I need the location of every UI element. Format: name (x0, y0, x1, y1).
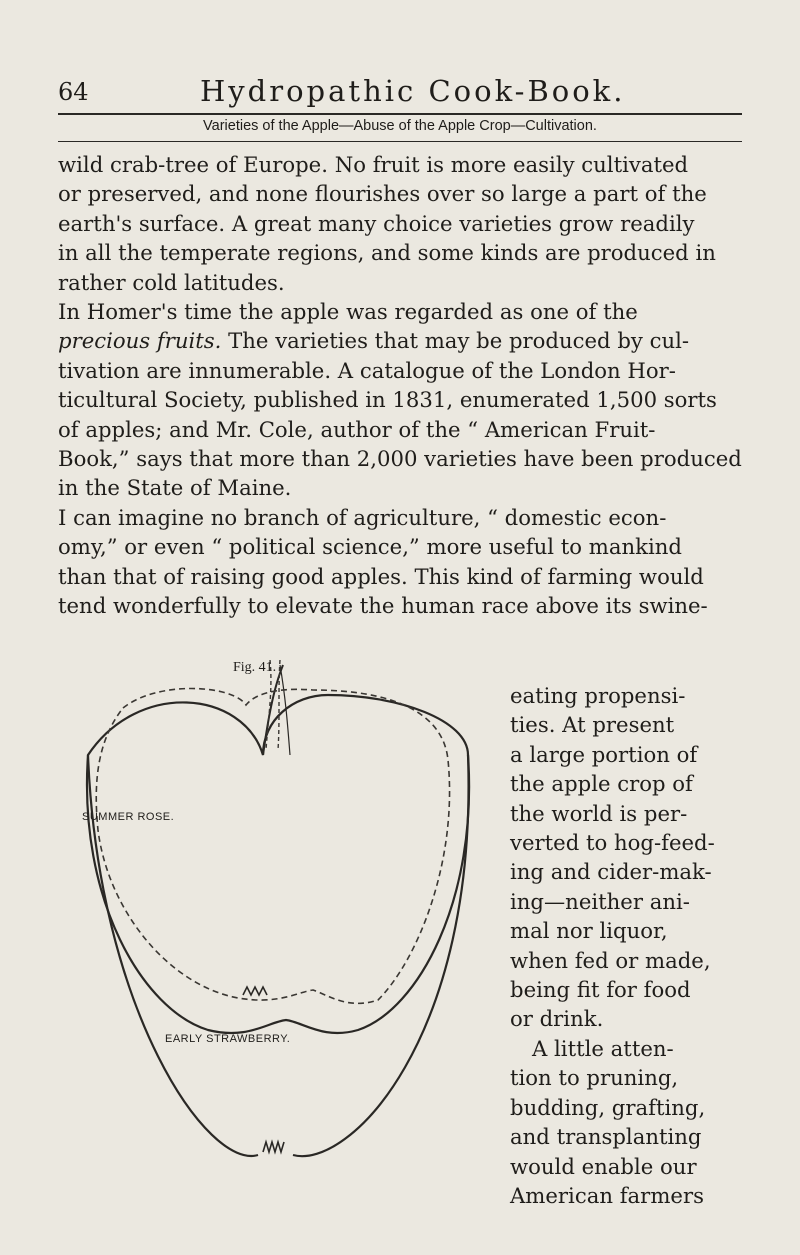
text-line: than that of raising good apples. This kind of farming would (58, 563, 704, 589)
body-text (58, 150, 742, 621)
text-line: in all the temperate regions, and some kinds are produced in (58, 240, 716, 266)
figure-caption-summer-rose: SUMMER ROSE. (82, 811, 175, 823)
figure-caption-early-strawberry: EARLY STRAWBERRY. (165, 1033, 291, 1045)
text-line: when fed or made, (510, 947, 711, 973)
large-apple-stem (263, 665, 283, 755)
header-rule (58, 113, 742, 115)
figure-label: Fig. 41. (233, 660, 277, 675)
small-apple-outline (96, 688, 449, 1003)
text-line: of apples; and Mr. Cole, author of the “ American Fruit- (58, 416, 656, 442)
text-line: earth's surface. A great many choice varieties grow readily (58, 210, 695, 236)
text-line: omy,” or even “ political science,” more useful to mankind (58, 534, 682, 560)
text-line: in the State of Maine. (58, 475, 292, 501)
text-line: a large portion of (510, 741, 698, 767)
text-fragment: The varieties that may be produced by cul- (221, 328, 690, 354)
text-line: verted to hog-feed- (510, 830, 715, 856)
calyx-large (263, 1142, 284, 1152)
text-line: tion to pruning, (510, 1065, 679, 1091)
text-line: ing—neither ani- (510, 888, 690, 914)
side-text (510, 681, 742, 1210)
text-line: or preserved, and none flourishes over so large a part of the (58, 181, 707, 207)
text-line: tivation are innumerable. A catalogue of the London Hor- (58, 357, 676, 383)
running-title: Hydropathic Cook-Book. (200, 74, 626, 108)
text-line: mal nor liquor, (510, 918, 668, 944)
emphasis: precious fruits. (58, 328, 222, 354)
text-line: wild crab-tree of Europe. No fruit is more easily cultivated (58, 152, 689, 177)
text-line: the apple crop of (510, 771, 693, 797)
text-line: eating propensi- (510, 683, 686, 708)
text-line: tend wonderfully to elevate the human race above its swine- (58, 593, 708, 619)
text-line: and transplanting (510, 1124, 702, 1150)
subheading-rule (58, 141, 742, 142)
text-line: budding, grafting, (510, 1094, 706, 1120)
apple-outline-figure (58, 660, 508, 1180)
text-line: the world is per- (510, 800, 688, 826)
text-line: being fit for food (510, 977, 691, 1003)
text-line: or drink. (510, 1006, 604, 1032)
text-line: American farmers (510, 1182, 704, 1208)
text-line: Book,” says that more than 2,000 varieties have been produced (58, 446, 742, 472)
text-line: A little atten- (532, 1035, 674, 1061)
section-subheading: Varieties of the Apple—Abuse of the Apple Crop—Cultivation. (203, 118, 597, 134)
text-line: ticultural Society, published in 1831, enumerated 1,500 sorts (58, 387, 717, 413)
calyx-small (243, 987, 267, 995)
text-line: would enable our (510, 1153, 697, 1179)
page-number: 64 (58, 78, 89, 106)
text-line: ing and cider-mak- (510, 859, 712, 885)
text-line: ties. At present (510, 712, 675, 738)
text-line: In Homer's time the apple was regarded as one of the (58, 299, 638, 325)
text-line: rather cold latitudes. (58, 269, 285, 295)
text-line (58, 326, 742, 355)
text-line: I can imagine no branch of agriculture, “ domestic econ- (58, 504, 667, 530)
